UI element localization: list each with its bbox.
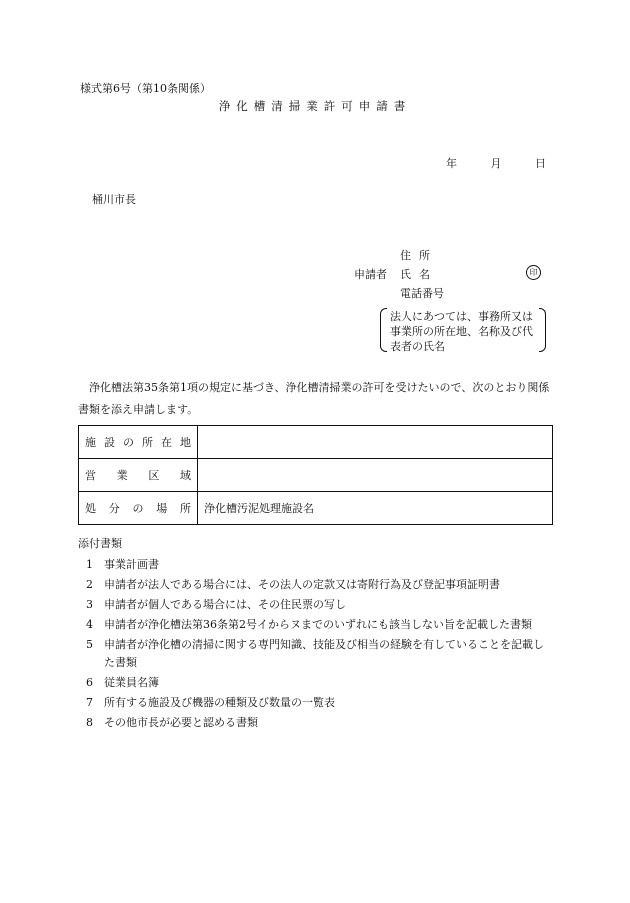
label-char: 業	[116, 469, 128, 482]
item-number: 4	[86, 618, 93, 631]
item-number: 1	[86, 558, 93, 571]
label-char: 場	[156, 502, 168, 515]
item-text: 申請者が浄化槽法第36条第2号イからヌまでのいずれにも該当しない旨を記載した書類	[104, 618, 532, 631]
form-number: 様式第6号（第10条関係）	[80, 82, 211, 95]
attachments-heading: 添付書類	[78, 537, 122, 550]
application-statement: 浄化槽法第35条第1項の規定に基づき、浄化槽清掃業の許可を受けたいので、次のとおり関係書類を添え申請します。	[78, 381, 550, 416]
label-char: 処	[85, 502, 96, 515]
business-area-value[interactable]	[198, 459, 553, 492]
item-number: 3	[86, 598, 93, 611]
seal-mark: 印	[526, 265, 541, 280]
document-title: 浄化槽清掃業許可申請書	[218, 99, 412, 113]
label-char: の	[132, 502, 144, 515]
applicant-label: 申請者	[354, 268, 387, 281]
list-item	[86, 636, 552, 672]
corporation-note	[380, 306, 546, 352]
table-row	[79, 459, 553, 492]
label-char: 所	[142, 436, 153, 449]
name-label: 氏名	[400, 268, 438, 281]
facility-location-label	[85, 434, 191, 450]
label-char: 在	[161, 436, 172, 449]
list-item	[86, 674, 552, 692]
item-number: 6	[86, 676, 93, 689]
label-char: 設	[104, 436, 115, 449]
business-area-label	[85, 467, 191, 483]
label-char: 区	[148, 469, 160, 482]
label-char: 営	[85, 469, 96, 482]
date-day: 日	[535, 157, 546, 170]
item-number: 7	[86, 696, 93, 709]
label-char: の	[123, 436, 134, 449]
application-table	[78, 425, 553, 525]
attachments-list	[86, 556, 552, 734]
table-label-cell	[79, 426, 198, 459]
item-text: 申請者が個人である場合には、その住民票の写し	[104, 598, 346, 611]
phone-label: 電話番号	[400, 287, 444, 300]
item-number: 8	[86, 716, 93, 729]
list-item	[86, 556, 552, 574]
label-char: 所	[180, 502, 191, 515]
item-number: 2	[86, 578, 93, 591]
table-label-cell	[79, 459, 198, 492]
date-year: 年	[446, 157, 457, 170]
disposal-place-value[interactable]: 浄化槽汚泥処理施設名	[198, 492, 553, 525]
label-char: 域	[179, 469, 191, 482]
list-item	[86, 714, 552, 732]
addressee: 桶川市長	[92, 193, 136, 206]
item-text: 従業員名簿	[104, 676, 159, 689]
item-text: 事業計画書	[104, 558, 159, 571]
table-label-cell	[79, 492, 198, 525]
bracket-left	[380, 308, 387, 352]
list-item	[86, 576, 552, 594]
corporation-note-text: 法人にあつては、事務所又は事業所の所在地、名称及び代表者の氏名	[390, 310, 533, 353]
item-text: 申請者が浄化槽の清掃に関する専門知識、技能及び相当の経験を有していることを記載した書類	[104, 638, 544, 669]
date-month: 月	[490, 157, 502, 170]
list-item	[86, 596, 552, 614]
list-item	[86, 694, 552, 712]
date-line	[446, 157, 546, 170]
item-text: その他市長が必要と認める書類	[104, 716, 258, 729]
table-row	[79, 426, 553, 459]
bracket-right	[539, 308, 546, 352]
facility-location-value[interactable]	[198, 426, 553, 459]
item-number: 5	[86, 638, 93, 651]
label-char: 施	[85, 436, 96, 449]
table-row	[79, 492, 553, 525]
list-item	[86, 616, 552, 634]
label-char: 地	[180, 436, 191, 449]
label-char: 分	[108, 502, 120, 515]
item-text: 申請者が法人である場合には、その法人の定款又は寄附行為及び登記事項証明書	[104, 578, 500, 591]
address-label: 住所	[400, 249, 438, 262]
item-text: 所有する施設及び機器の種類及び数量の一覧表	[104, 696, 335, 709]
disposal-place-label	[85, 500, 191, 516]
